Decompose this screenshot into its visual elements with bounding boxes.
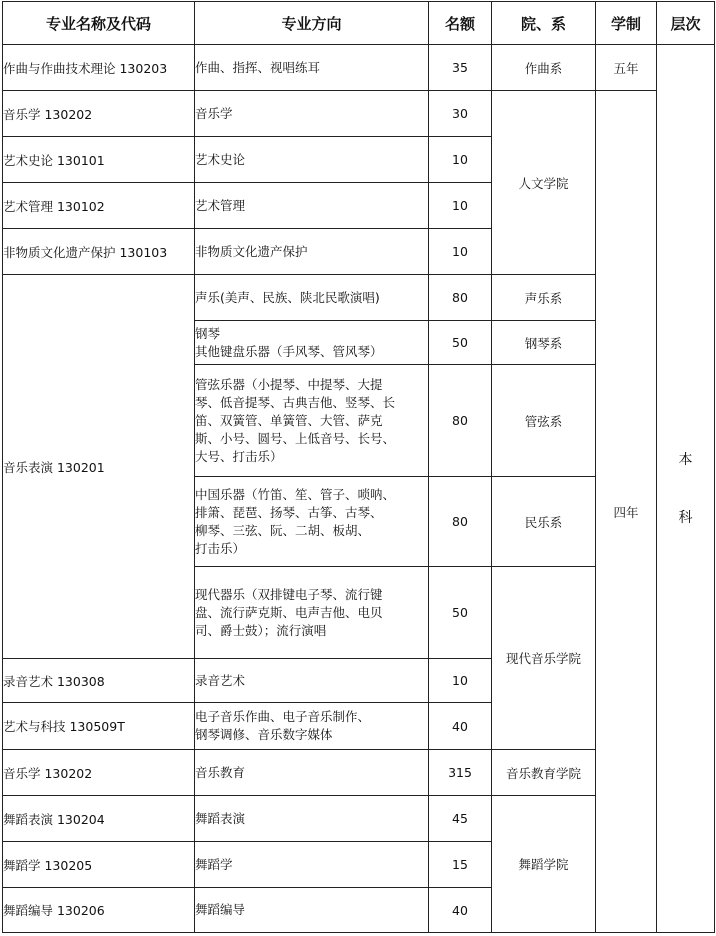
- direction-line: 其他键盘乐器（手风琴、管风琴）: [195, 343, 383, 359]
- direction-line: 笛、双簧管、单簧管、大管、萨克: [195, 412, 383, 428]
- major-cell: 艺术与科技 130509T: [3, 703, 195, 750]
- level-cell: [657, 45, 715, 933]
- college-cell: 管弦系: [492, 365, 596, 477]
- major-cell: 音乐学 130202: [3, 750, 195, 796]
- header-quota: 名额: [429, 2, 492, 45]
- direction-line: 录音艺术: [195, 672, 246, 688]
- direction-line: 打击乐）: [195, 540, 246, 556]
- major-cell: 舞蹈表演 130204: [3, 796, 195, 842]
- direction-line: 中国乐器（竹笛、笙、管子、唢呐、: [195, 486, 396, 502]
- college-cell: 作曲系: [492, 45, 596, 91]
- quota-cell: 80: [429, 275, 492, 321]
- direction-line: 作曲、指挥、视唱练耳: [195, 59, 321, 75]
- major-cell: 舞蹈编导 130206: [3, 888, 195, 933]
- header-direction: 专业方向: [195, 2, 429, 45]
- quota-cell: 45: [429, 796, 492, 842]
- direction-line: 斯、小号、圆号、上低音号、长号、: [195, 430, 396, 446]
- direction-line: 电子音乐作曲、电子音乐制作、: [195, 709, 371, 724]
- quota-cell: 30: [429, 91, 492, 137]
- direction-cell: [195, 477, 429, 567]
- years-cell: 五年: [596, 45, 657, 91]
- direction-line: 钢琴调修、音乐数字媒体: [195, 727, 333, 742]
- quota-cell: 10: [429, 137, 492, 183]
- direction-line: 琴、低音提琴、古典吉他、竖琴、长: [195, 394, 396, 410]
- years-cell: 四年: [596, 91, 657, 933]
- direction-cell: [195, 659, 429, 703]
- direction-cell: [195, 137, 429, 183]
- header-college: 院、系: [492, 2, 596, 45]
- direction-line: 司、爵士鼓）；流行演唱: [195, 622, 327, 638]
- direction-cell: [195, 365, 429, 477]
- direction-cell: [195, 750, 429, 796]
- college-cell: 音乐教育学院: [492, 750, 596, 796]
- major-cell: 音乐表演 130201: [3, 275, 195, 659]
- college-cell: 人文学院: [492, 91, 596, 275]
- direction-line: 排箫、琵琶、扬琴、古筝、古琴、: [195, 504, 383, 520]
- direction-line: 音乐教育: [195, 764, 246, 780]
- direction-line: 柳琴、三弦、阮、二胡、板胡、: [195, 522, 371, 538]
- direction-cell: [195, 183, 429, 229]
- direction-cell: [195, 888, 429, 933]
- college-cell: 现代音乐学院: [492, 567, 596, 750]
- quota-cell: 10: [429, 183, 492, 229]
- quota-cell: 40: [429, 703, 492, 750]
- direction-cell: [195, 229, 429, 275]
- level-char: 本: [678, 451, 693, 468]
- college-cell: 民乐系: [492, 477, 596, 567]
- direction-line: 舞蹈学: [195, 856, 233, 872]
- header-level: 层次: [657, 2, 715, 45]
- direction-line: 艺术管理: [195, 197, 246, 213]
- header-row: [3, 2, 715, 45]
- direction-cell: [195, 91, 429, 137]
- direction-line: 音乐学: [195, 105, 233, 121]
- table-row: [3, 45, 715, 91]
- direction-cell: [195, 321, 429, 365]
- major-cell: 作曲与作曲技术理论 130203: [3, 45, 195, 91]
- direction-line: 非物质文化遗产保护: [195, 243, 308, 259]
- quota-cell: 35: [429, 45, 492, 91]
- major-cell: 艺术史论 130101: [3, 137, 195, 183]
- major-cell: 音乐学 130202: [3, 91, 195, 137]
- quota-cell: 50: [429, 567, 492, 659]
- direction-line: 管弦乐器（小提琴、中提琴、大提: [195, 376, 383, 392]
- college-cell: 声乐系: [492, 275, 596, 321]
- quota-cell: 315: [429, 750, 492, 796]
- direction-cell: [195, 567, 429, 659]
- quota-cell: 80: [429, 477, 492, 567]
- direction-cell: [195, 842, 429, 888]
- quota-cell: 15: [429, 842, 492, 888]
- header-major: 专业名称及代码: [3, 2, 195, 45]
- college-cell: 钢琴系: [492, 321, 596, 365]
- direction-line: 盘、流行萨克斯、电声吉他、电贝: [195, 604, 383, 620]
- direction-cell: [195, 275, 429, 321]
- direction-line: 大号、打击乐）: [195, 448, 283, 464]
- major-cell: 非物质文化遗产保护 130103: [3, 229, 195, 275]
- header-years: 学制: [596, 2, 657, 45]
- level-char: 科: [678, 509, 693, 526]
- major-cell: 舞蹈学 130205: [3, 842, 195, 888]
- quota-cell: 10: [429, 229, 492, 275]
- direction-line: 舞蹈表演: [195, 810, 246, 826]
- direction-line: 钢琴: [195, 325, 221, 341]
- direction-line: 现代器乐（双排键电子琴、流行键: [195, 586, 383, 602]
- quota-cell: 10: [429, 659, 492, 703]
- admission-table: [2, 1, 715, 933]
- quota-cell: 50: [429, 321, 492, 365]
- college-cell: 舞蹈学院: [492, 796, 596, 933]
- quota-cell: 40: [429, 888, 492, 933]
- table-row: [3, 91, 715, 137]
- direction-line: 艺术史论: [195, 151, 246, 167]
- major-cell: 录音艺术 130308: [3, 659, 195, 703]
- major-cell: 艺术管理 130102: [3, 183, 195, 229]
- direction-cell: [195, 45, 429, 91]
- direction-cell: [195, 796, 429, 842]
- direction-line: 声乐(美声、民族、陕北民歌演唱): [195, 289, 380, 305]
- direction-line: 舞蹈编导: [195, 902, 246, 917]
- direction-cell: [195, 703, 429, 750]
- quota-cell: 80: [429, 365, 492, 477]
